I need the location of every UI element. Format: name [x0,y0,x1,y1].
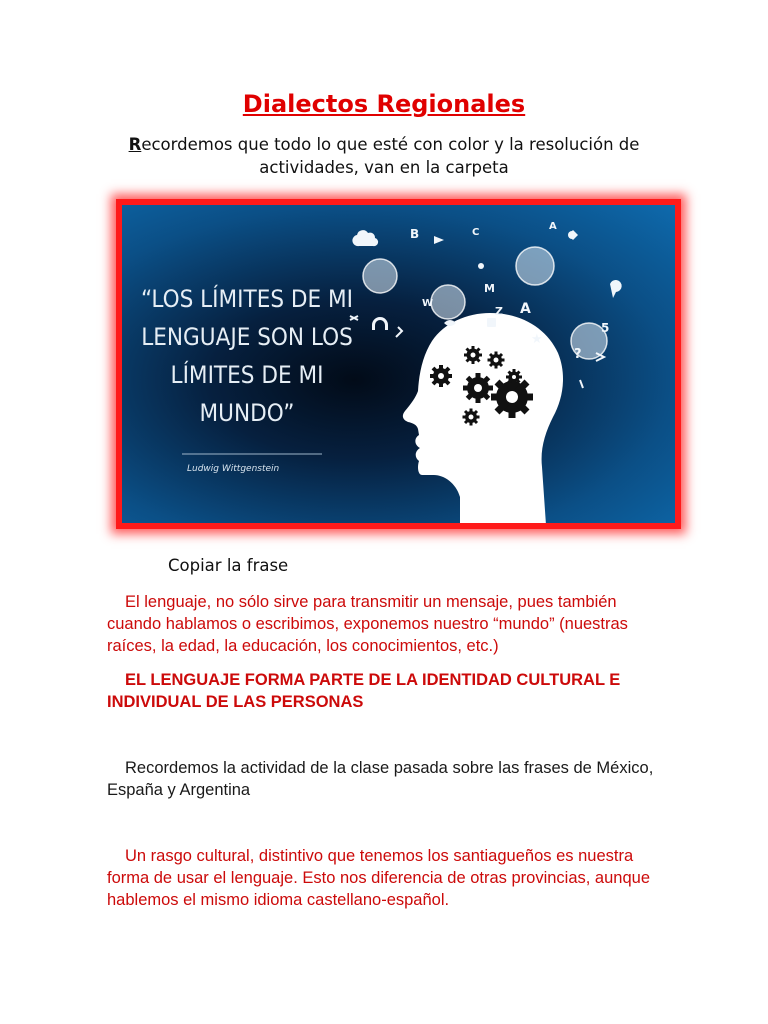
page-title: Dialectos Regionales [242,90,526,118]
floating-glyph: A [549,221,557,232]
chevron-icon [396,327,402,337]
floating-glyph: A [520,301,531,317]
floating-glyph: Z [495,305,503,318]
gear-icon [488,352,505,369]
floating-glyph: B [410,227,420,241]
bubble [363,259,397,293]
floating-glyph: C [472,227,480,238]
quote-image [116,199,681,529]
quote-text [141,284,353,427]
pin-icon [610,280,622,298]
paragraph-language: El lenguaje, no sólo sirve para transmitir un mensaje, pues también cuando hablamos o escribimos, exponemos nuestro “mundo” (nuestras raíces, la edad, la educación, los conocimientos, etc.) [107,593,628,655]
paragraph-identity: EL LENGUAJE FORMA PARTE DE LA IDENTIDAD CULTURAL E INDIVIDUAL DE LAS PERSONAS [107,671,621,711]
cloud-icon [352,230,378,246]
gear-icon [463,373,493,403]
dot-icon [568,231,576,239]
paragraph-cultural-trait: Un rasgo cultural, distintivo que tenemos los santiagueños es nuestra forma de usar el lenguaje. Esto nos diferencia de otras provincias, aunque hablemos el mismo idioma castellano-español. [107,847,650,909]
cross-icon [350,316,358,320]
square-icon [487,318,496,327]
floating-glyph: 5 [601,321,610,335]
paragraph-activity: Recordemos la actividad de la clase pasada sobre las frases de México, España y Argentina [107,759,654,799]
dot-icon [478,263,484,269]
quote-line-1: “LOS LÍMITES DE MI [140,285,354,313]
intro-rest: ecordemos que todo lo que esté con color y la resolución de actividades, van en la carpeta [141,135,640,177]
intro-drop-letter: R [128,135,142,154]
bubble [431,285,465,319]
quote-line-3: LÍMITES DE MI [170,361,324,389]
headphones-icon [372,317,388,330]
copy-instruction: Copiar la frase [168,556,289,575]
gear-icon [463,409,480,426]
floating-glyph: W [422,298,434,309]
floating-glyph: ? [574,347,582,362]
intro-text [90,133,678,179]
gear-icon [430,365,452,387]
quote-author: Ludwig Wittgenstein [187,464,280,474]
quote-line-2: LENGUAJE SON LOS [141,323,353,351]
star-icon: ★ [531,332,543,347]
quote-illustration [122,205,675,523]
quote-line-4: MUNDO” [199,399,295,427]
dash-icon [580,380,583,388]
gear-icon [491,376,533,418]
gear-icon [464,346,482,364]
floating-glyph: M [484,282,495,295]
arrow-icon [434,236,444,244]
bubble [516,247,554,285]
